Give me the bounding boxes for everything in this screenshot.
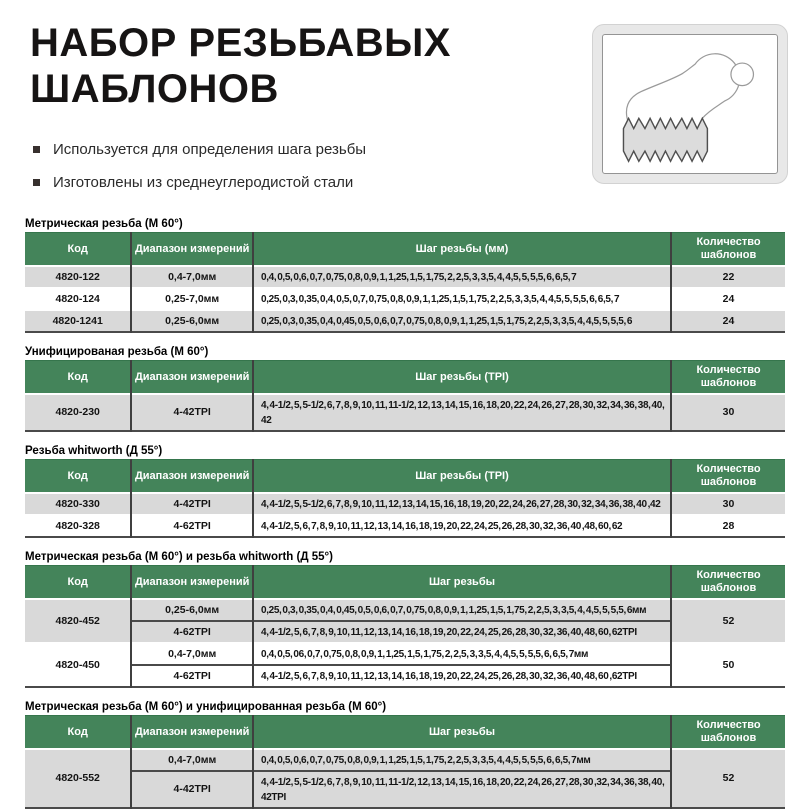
pitch-cell: 4, 4-1/2, 5, 6, 7, 8, 9, 10, 11, 12, 13, 14, 16, 18, 19, 20, 22, 24, 25, 26, 28, 30, 32, 36, 40, 48, 60, 62TPI [253,621,671,643]
count-cell: 22 [671,266,785,288]
col-header-count: Количество шаблонов [671,716,785,750]
range-cell: 0,4-7,0мм [131,749,253,771]
count-cell: 30 [671,394,785,431]
header-row [25,361,785,395]
code-cell: 4820-124 [25,288,131,310]
section-whitworth-thread [25,445,785,538]
bullet-text: Изготовлены из среднеуглеродистой стали [53,173,354,191]
table-row [25,643,785,665]
square-bullet-icon [33,179,40,186]
code-cell: 4820-330 [25,493,131,515]
pitch-cell: 4, 4-1/2, 5, 5-1/2, 6, 7, 8, 9, 10, 11, 12, 13, 14, 15, 16, 18, 19, 20, 22, 24, 26, 27, 28, 30, 32, 34, 36, 38, 40 ,42 [253,493,671,515]
gauge-blade-outline [626,54,739,124]
col-header-code: Код [25,460,131,494]
header-row [25,566,785,600]
col-header-code: Код [25,361,131,395]
code-cell: 4820-552 [25,749,131,808]
code-cell: 4820-122 [25,266,131,288]
col-header-count: Количество шаблонов [671,460,785,494]
col-header-count: Количество шаблонов [671,233,785,267]
page-title [30,20,570,112]
code-cell: 4820-1241 [25,310,131,332]
code-cell: 4820-328 [25,515,131,537]
thread-gauge-drawing-svg [603,35,777,173]
pitch-cell: 0,4, 0,5, 06, 0,7, 0,75, 0,8, 0,9, 1, 1,25, 1,5, 1,75, 2, 2,5, 3, 3,5, 4, 4,5, 5, 5,5, 6, 6,5, 7мм [253,643,671,665]
pitch-cell: 4, 4-1/2, 5, 5-1/2, 6, 7, 8, 9, 10, 11, 11-1/2, 12, 13, 14, 15, 16, 18, 20, 22, 24, 26, 27, 28, 30 ,32, 34, 36, 38, 40, 42TPI [253,771,671,808]
col-header-count: Количество шаблонов [671,361,785,395]
section-title: Метрическая резьба (М 60°) и резьба whitworth (Д 55°) [25,551,333,563]
col-header-code: Код [25,566,131,600]
count-cell: 52 [671,599,785,643]
range-cell: 4-42TPI [131,493,253,515]
section-unified-thread [25,346,785,432]
header-row [25,716,785,750]
pitch-cell: 4, 4-1/2, 5, 6, 7, 8, 9, 10, 11, 12, 13, 14, 16, 18, 19, 20, 22, 24, 25, 26, 28, 30, 32, 36, 40 ,48, 60, 62 [253,515,671,537]
pitch-cell: 4, 4-1/2, 5, 5-1/2, 6, 7, 8, 9, 10, 11, 11-1/2, 12, 13, 14, 15, 16, 18, 20, 22, 24, 26, 27, 28, 30, 32, 34, 36, 38, 40, 42 [253,394,671,431]
section-metric-unified [25,701,785,809]
count-cell: 30 [671,493,785,515]
count-cell: 52 [671,749,785,808]
col-header-pitch: Шаг резьбы (TPI) [253,361,671,395]
range-cell: 0,4-7,0мм [131,266,253,288]
section-title: Резьба whitworth (Д 55°) [25,445,163,457]
metric-whitworth-table [25,565,785,688]
range-cell: 0,4-7,0мм [131,643,253,665]
count-cell: 24 [671,310,785,332]
bullet-text: Используется для определения шага резьбы [53,141,367,158]
section-title: Унифицированая резьба (М 60°) [25,346,209,358]
page-title-line1: НАБОР РЕЗЬБАВЫХ [30,21,451,65]
header-row [25,233,785,267]
count-cell: 50 [671,643,785,687]
col-header-code: Код [25,233,131,267]
header-area [0,0,800,192]
table-row [25,749,785,771]
range-cell: 0,25-6,0мм [131,599,253,621]
range-cell: 4-42TPI [131,394,253,431]
range-cell: 0,25-6,0мм [131,310,253,332]
thread-gauge-illustration [592,24,788,184]
table-row [25,599,785,621]
metric-unified-table [25,715,785,809]
range-cell: 0,25-7,0мм [131,288,253,310]
table-row [25,288,785,310]
pitch-cell: 4, 4-1/2, 5, 6, 7, 8, 9, 10, 11, 12, 13, 14, 16, 18, 19, 20, 22, 24, 25, 26, 28, 30, 32, 36, 40, 48, 60 ,62TPI [253,665,671,687]
code-cell: 4820-450 [25,643,131,687]
pitch-cell: 0,25, 0,3, 0,35, 0,4, 0,45, 0,5, 0,6, 0,7, 0,75, 0,8, 0,9, 1, 1,25, 1,5, 1,75, 2, 2,5, 3, 3,5, 4, 4,5, 5, 5,5, 6 [253,310,671,332]
table-row [25,493,785,515]
col-header-pitch: Шаг резьбы [253,716,671,750]
col-header-pitch: Шаг резьбы [253,566,671,600]
col-header-pitch: Шаг резьбы (мм) [253,233,671,267]
range-cell: 4-42TPI [131,771,253,808]
range-cell: 4-62TPI [131,515,253,537]
code-cell: 4820-230 [25,394,131,431]
spec-tables [25,218,785,809]
metric-thread-table [25,232,785,333]
col-header-range: Диапазон измерений [131,716,253,750]
table-row [25,394,785,431]
pitch-cell: 0,4, 0,5, 0,6, 0,7, 0,75, 0,8, 0,9, 1, 1,25, 1,5, 1,75, 2, 2,5, 3, 3,5, 4, 4,5, 5, 5,5, 6, 6,5, 7мм [253,749,671,771]
col-header-range: Диапазон измерений [131,361,253,395]
section-metric-thread [25,218,785,333]
col-header-pitch: Шаг резьбы (TPI) [253,460,671,494]
gauge-hole [731,63,754,86]
range-cell: 4-62TPI [131,665,253,687]
col-header-count: Количество шаблонов [671,566,785,600]
pitch-cell: 0,25, 0,3, 0,35, 0,4, 0,5, 0,7, 0,75, 0,8, 0,9, 1, 1,25, 1,5, 1,75, 2, 2,5, 3, 3,5, 4, 4,5, 5, 5,5, 6, 6,5, 7 [253,288,671,310]
section-title: Метрическая резьба (М 60°) [25,218,183,230]
unified-thread-table [25,360,785,432]
section-title: Метрическая резьба (М 60°) и унифицированная резьба (М 60°) [25,701,387,713]
table-row [25,515,785,537]
gauge-teeth-block [623,118,707,161]
whitworth-thread-table [25,459,785,538]
code-cell: 4820-452 [25,599,131,643]
table-row [25,310,785,332]
count-cell: 28 [671,515,785,537]
pitch-cell: 0,25, 0,3, 0,35, 0,4, 0,45, 0,5, 0,6, 0,7, 0,75, 0,8, 0,9, 1, 1,25, 1,5, 1,75, 2, 2,5, 3, 3,5, 4, 4,5, 5, 5,5, 6мм [253,599,671,621]
col-header-range: Диапазон измерений [131,566,253,600]
section-metric-whitworth [25,551,785,688]
col-header-range: Диапазон измерений [131,460,253,494]
illustration-frame [602,34,778,174]
square-bullet-icon [33,146,40,153]
header-row [25,460,785,494]
page-title-line2: ШАБЛОНОВ [30,67,279,111]
table-row [25,266,785,288]
count-cell: 24 [671,288,785,310]
pitch-cell: 0,4, 0,5, 0,6, 0,7, 0,75, 0,8, 0,9, 1, 1,25, 1,5, 1,75, 2, 2,5, 3, 3,5, 4, 4,5, 5, 5,5, 6, 6,5, 7 [253,266,671,288]
col-header-range: Диапазон измерений [131,233,253,267]
col-header-code: Код [25,716,131,750]
range-cell: 4-62TPI [131,621,253,643]
